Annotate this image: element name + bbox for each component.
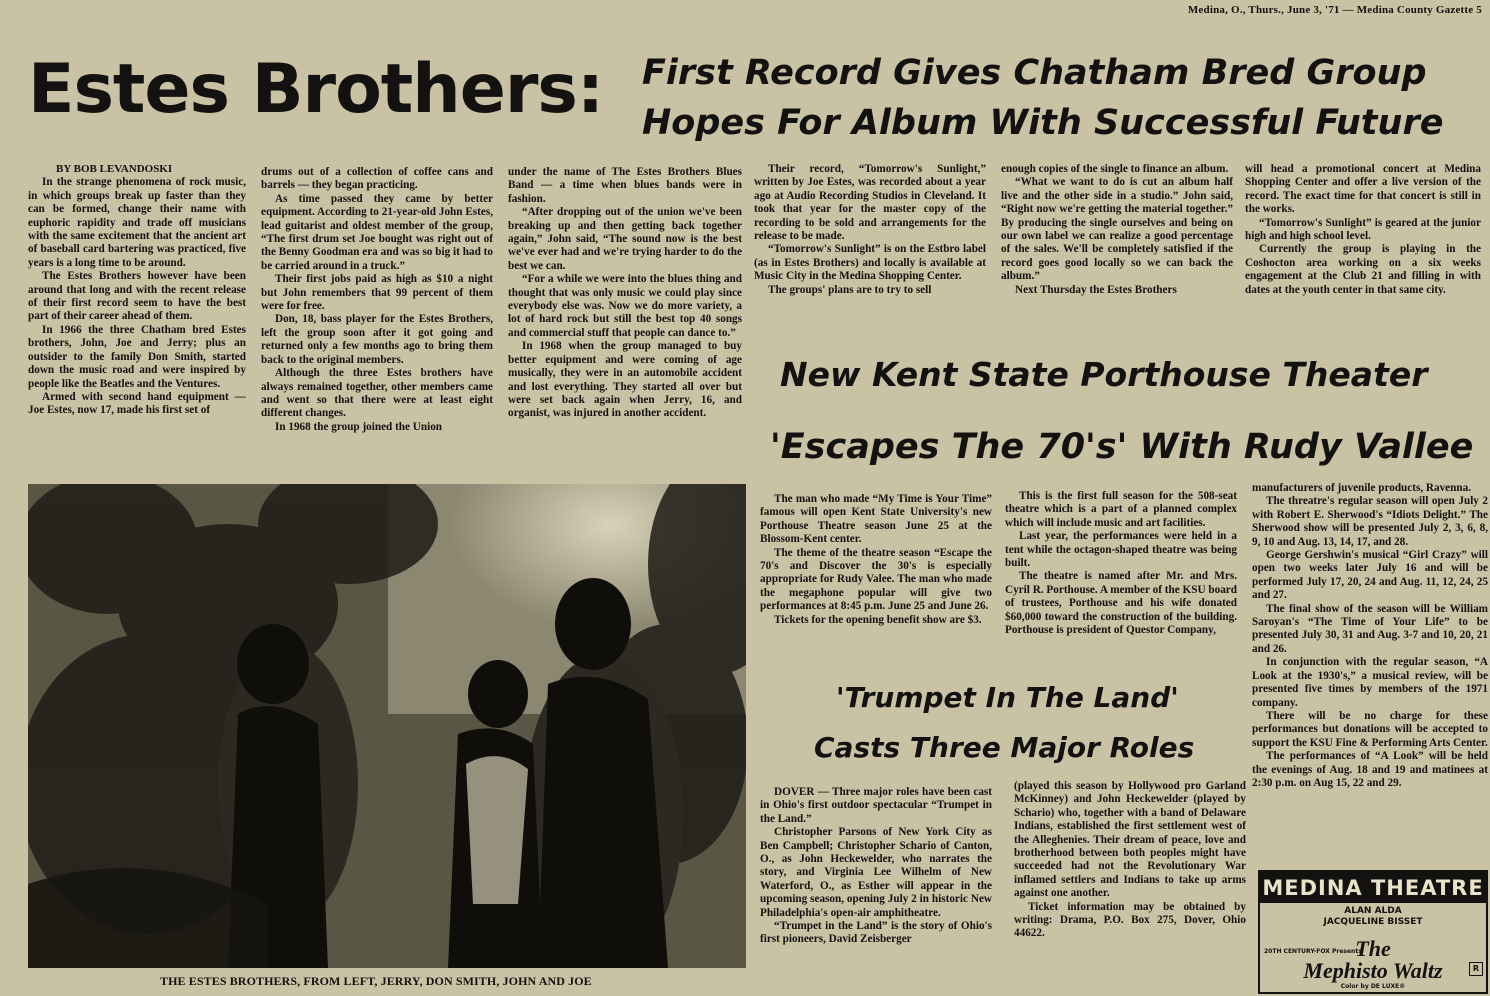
story2-headline-line2: 'Escapes The 70's' With Rudy Vallee [770,427,1474,467]
paragraph: In 1966 the three Chatham bred Estes brothers, John, Joe and Jerry; plus an outsider to the family Don Smith, started down the music road and were inspired by people like the Beatles and the Ventures. [28,323,246,390]
main-subhead-line1: First Record Gives Chatham Bred Group [642,53,1427,93]
paragraph: Tickets for the opening benefit show are $3. [774,613,982,626]
story1-column-3 [508,166,742,476]
paragraph: enough copies of the single to finance an album. [1001,163,1229,175]
story3-headline-line1: 'Trumpet In The Land' [836,681,1179,714]
paragraph: DOVER — Three major roles have been cast in Ohio's first outdoor spectacular “Trumpet in the Land.” [760,786,992,825]
paragraph: In conjunction with the regular season, “A Look at the 1930's,” a musical review, will be presented five times by members of the 1971 company. [1252,656,1488,709]
paragraph: Next Thursday the Estes Brothers [1015,283,1177,296]
paragraph: Christopher Parsons of New York City as Ben Campbell; Christopher Schario of Canton, O., as John Heckewelder, who narrates the story, and Virginia Lee Wilhelm of New Waterford, O., as Esther will appear in the upcoming season, opening July 2 in historic New Philadelphia's open-air amphitheatre. [760,826,992,919]
paragraph: Armed with second hand equipment — Joe Estes, now 17, made his first set of [28,390,246,417]
paragraph: Currently the group is playing in the Coshocton area working on a six weeks engagement at the Club 21 and filling in with dates at the youth center in that same city. [1245,243,1481,296]
ad-film-title-line2: Mephisto Waltz [1303,958,1443,983]
paragraph: There will be no charge for these performances but donations will be accepted to support the KSU Fine & Performing Arts Center. [1252,709,1488,749]
paragraph: drums out of a collection of coffee cans and barrels — they began practicing. [261,166,493,192]
paragraph: Their first jobs paid as high as $10 a night but John remembers that 99 percent of them were for free. [261,273,493,313]
paragraph: “Tomorrow's Sunlight” is on the Estbro label (as in Estes Brothers) and locally is available at Music City in the Medina Shopping Center. [754,243,986,283]
paragraph: In the strange phenomena of rock music, in which groups break up faster than they can be formed, change their name with euphoric rapidity and trade off musicians with the same excitement that the ancient art of baseball card bartering was practiced, five years is a long time to be around. [28,176,246,269]
paragraph: will head a promotional concert at Medina Shopping Center and offer a live version of the record. The exact time for that concert is still in the works. [1245,163,1481,216]
story3-column-2 [1014,780,1246,980]
paragraph: In 1968 when the group managed to buy better equipment and were coming of age musically, they were in an automobile accident and lost everything. They started all over but were set back again when Jerry, 16, and organist, was injured in another accident. [508,340,742,420]
paragraph: The theatre is named after Mr. and Mrs. Cyril R. Porthouse. A member of the KSU board of trustees, Porthouse and his wife donated $60,000 toward the construction of the building. Porthouse is president of Questor Company, [1005,570,1237,637]
paragraph: “Tomorrow's Sunlight” is geared at the junior high and high school level. [1245,216,1481,243]
paragraph: Their record, “Tomorrow's Sunlight,” written by Joe Estes, was recorded about a year ago at Audio Recording Studios in Cleveland. It took that year for the master copy of the recording to be sold and arrangements for the release to be made. [754,163,986,243]
story1-column-4 [754,163,986,335]
paragraph: “After dropping out of the union we've been breaking up and then getting back together again,” John said, “The sound now is the best we've ever had and we're trying harder to do the best we can. [508,206,742,272]
band-photo-image [28,484,746,968]
paragraph: manufacturers of juvenile products, Ravenna. [1252,482,1471,494]
story2-column-1 [760,493,992,657]
paragraph: The man who made “My Time is Your Time” famous will open Kent State University's new Porthouse Theatre season June 25 at the Blossom-Kent center. [760,493,992,546]
story1-column-5 [1001,163,1233,335]
story3-headline-line2: Casts Three Major Roles [814,731,1195,764]
paragraph: “Trumpet in the Land” is the story of Ohio's first pioneers, David Zeisberger [760,920,992,946]
paragraph: This is the first full season for the 508-seat theatre which is a part of a planned complex which will include music and art facilities. [1005,490,1237,529]
paragraph: The performances of “A Look” will be held the evenings of Aug. 18 and 19 and matinees at 2:30 p.m. on Aug 15, 22 and 29. [1252,750,1488,789]
story2-column-2 [1005,490,1237,666]
story3-column-1 [760,786,992,986]
ad-presenter: 20TH CENTURY-FOX Presents [1264,948,1362,955]
medina-theatre-ad [1258,870,1488,994]
paragraph: Last year, the performances were held in a tent while the octagon-shaped theatre was being built. [1005,530,1237,570]
paragraph: “For a while we were into the blues thing and thought that was only music we could play since everybody else was. Now we do more variety, a lot of hard rock but still the best top 40 songs and commercial stuff that people can dance to.” [508,273,742,339]
ad-star-1: ALAN ALDA [1344,906,1402,916]
story2-headline-line1: New Kent State Porthouse Theater [780,355,1428,394]
band-photo [28,484,746,968]
ad-color-credit: Color by DE LUXE® [1340,983,1406,990]
paragraph: under the name of The Estes Brothers Blues Band — a time when blues bands were in fashion. [508,166,742,205]
paragraph: “What we want to do is cut an album half live and the other side in a studio.” John said, “Right now we're getting the material together.” By producing the single ourselves and being on our own label we can realize a good percentage of the sales. We'll be completely satisfied if the record goes good locally so we can back the album.” [1001,176,1233,283]
page-folio: Medina, O., Thurs., June 3, '71 — Medina County Gazette 5 [1187,4,1482,16]
main-subhead-line2: Hopes For Album With Successful Future [642,103,1444,143]
paragraph: As time passed they came by better equipment. According to 21-year-old John Estes, lead guitarist and oldest member of the group, “The first drum set Joe bought was right out of the Benny Goodman era and was so big it had to be carried around in a truck.” [261,192,493,272]
story1-column-6 [1245,163,1481,335]
ad-theatre-name: MEDINA THEATRE [1260,872,1486,903]
paragraph: The Estes Brothers however have been around that long and with the recent release of their first record seem to have the best part of their career ahead of them. [28,270,246,323]
paragraph: Ticket information may be obtained by writing: Drama, P.O. Box 275, Dover, Ohio 44622. [1014,900,1246,940]
paragraph: The groups' plans are to try to sell [768,283,932,296]
byline: BY BOB LEVANDOSKI [56,163,173,175]
story2-column-3 [1252,482,1488,862]
photo-caption: THE ESTES BROTHERS, FROM LEFT, JERRY, DON SMITH, JOHN AND JOE [160,974,592,988]
paragraph: (played this season by Hollywood pro Garland McKinney) and John Heckewelder (played by Schario) who, together with a band of Delaware Indians, established the first settlement west of the Alleghenies. Their dream of peace, love and brotherhood between both peoples might have succeeded had not the Revolutionary War inflamed settlers and Indians to take up arms against one another. [1014,780,1246,900]
main-headline: Estes Brothers: [28,50,604,129]
story1-column-2 [261,166,493,476]
paragraph: Don, 18, bass player for the Estes Brothers, left the group soon after it got going and returned only a few months ago to bring them back to the original members. [261,313,493,366]
ad-film-title-line1: The [1355,936,1391,961]
paragraph: George Gershwin's musical “Girl Crazy” will open two weeks later July 16 and will be performed July 17, 20, 24 and Aug. 11, 12, 24, 25 and 27. [1252,549,1488,602]
paragraph: The threatre's regular season will open July 2 with Robert E. Sherwood's “Idiots Delight.” The Sherwood show will be presented July 2, 3, 6, 8, 9, 10 and Aug. 13, 14, 17, and 28. [1252,495,1488,548]
ad-star-2: JACQUELINE BISSET [1323,917,1423,927]
story1-column-1 [28,163,246,483]
paragraph: Although the three Estes brothers have always remained together, other members came and went so that there were at least eight different changes. [261,367,493,420]
paragraph: The theme of the theatre season “Escape the 70's and Discover the 30's is especially appropriate for Rudy Valee. The man who made the megaphone popular will give two performances at 8:45 p.m. June 25 and June 26. [760,546,992,613]
paragraph: The final show of the season will be William Saroyan's “The Time of Your Life” to be presented July 30, 31 and Aug. 3-7 and 10, 20, 21 and 26. [1252,602,1488,655]
paragraph: In 1968 the group joined the Union [275,420,443,433]
ad-rating-badge: R [1469,962,1483,976]
